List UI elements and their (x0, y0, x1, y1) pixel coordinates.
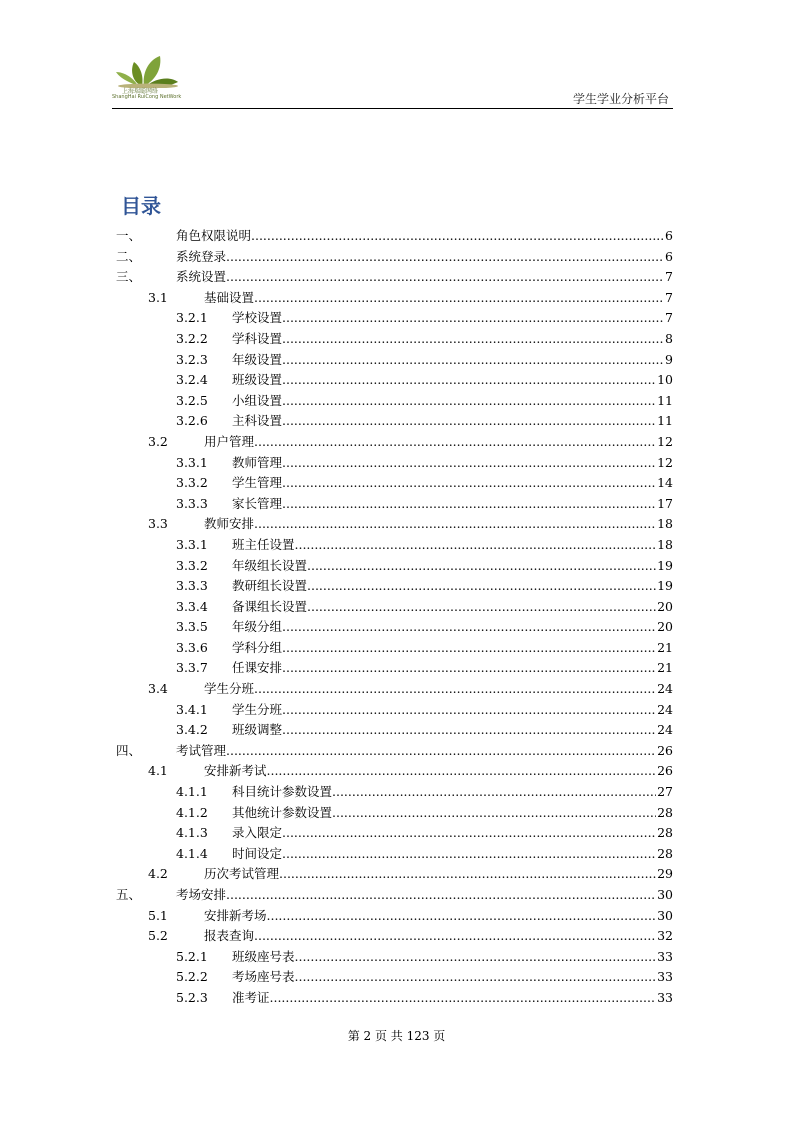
toc-entry-number: 3.3 (148, 516, 168, 532)
toc-entry-number: 3.2.4 (176, 372, 208, 388)
dot-leader (282, 329, 664, 350)
dot-leader (332, 803, 656, 824)
toc-entry-page: 20 (657, 619, 673, 635)
dot-leader (295, 535, 657, 556)
header-title: 学生学业分析平台 (572, 92, 669, 106)
toc-entry-page: 21 (657, 660, 673, 676)
toc-entry-title: 系统登录 (176, 248, 227, 264)
dot-leader (282, 638, 656, 659)
toc-entry-number: 4.1.4 (176, 845, 208, 861)
toc-entry-title: 班级座号表 (232, 948, 295, 964)
toc-entry-number: 4.1.2 (176, 804, 208, 820)
toc-entry[interactable] (116, 556, 673, 577)
toc-entry[interactable] (116, 988, 673, 1009)
toc-entry-number: 一、 (116, 228, 142, 243)
toc-entry-title: 系统设置 (176, 269, 227, 285)
toc-entry-number: 3.3.4 (176, 598, 208, 614)
dot-leader (254, 679, 656, 700)
toc-entry-title: 年级分组 (232, 619, 283, 635)
toc-entry-line (232, 638, 673, 659)
toc-entry[interactable] (116, 494, 673, 515)
toc-entry-title: 录入限定 (232, 825, 283, 841)
toc-entry-title: 科目统计参数设置 (232, 784, 333, 800)
dot-leader (254, 926, 656, 947)
toc-entry-number: 4.1.1 (176, 784, 208, 800)
toc-entry-number: 5.1 (148, 907, 168, 923)
toc-entry-page: 19 (657, 578, 673, 594)
dot-leader (282, 700, 656, 721)
toc-entry-page: 26 (657, 763, 673, 779)
toc-entry-line (232, 700, 673, 721)
dot-leader (282, 494, 656, 515)
toc-entry-page: 24 (657, 681, 673, 697)
toc-entry-page: 20 (657, 598, 673, 614)
toc-entry-title: 班级设置 (232, 372, 283, 388)
toc-entry-line (232, 556, 673, 577)
toc-entry[interactable] (116, 576, 673, 597)
toc-entry-page: 28 (657, 804, 673, 820)
toc-entry-title: 家长管理 (232, 495, 283, 511)
toc-heading: 目录 (121, 194, 161, 218)
toc-entry-page: 19 (657, 557, 673, 573)
toc-entry[interactable] (116, 247, 673, 268)
toc-entry-number: 五、 (116, 887, 142, 902)
toc-entry[interactable] (116, 597, 673, 618)
toc-entry-line (176, 226, 673, 247)
toc-entry-title: 教研组长设置 (232, 578, 308, 594)
toc-entry-page: 30 (657, 887, 673, 902)
dot-leader (226, 741, 656, 762)
toc-entry[interactable] (116, 720, 673, 741)
toc-entry-line (232, 370, 673, 391)
toc-entry-page: 18 (657, 516, 673, 532)
dot-leader (282, 308, 664, 329)
toc-entry[interactable] (116, 947, 673, 968)
toc-entry-number: 3.3.3 (176, 578, 208, 594)
dot-leader (282, 823, 656, 844)
toc-entry-line (232, 350, 673, 371)
dot-leader (282, 453, 656, 474)
toc-entry-number: 3.3.1 (176, 536, 208, 552)
toc-entry-title: 年级设置 (232, 351, 283, 367)
toc-entry[interactable] (116, 370, 673, 391)
toc-entry-number: 3.3.7 (176, 660, 208, 676)
toc-entry-number: 四、 (116, 742, 142, 758)
toc-entry-number: 3.2.3 (176, 351, 208, 367)
toc-entry-number: 4.1.3 (176, 825, 208, 841)
toc-entry-line (232, 988, 673, 1009)
toc-entry-title: 学生管理 (232, 475, 283, 491)
toc-entry-number: 5.2.2 (176, 969, 208, 985)
toc-entry[interactable] (116, 411, 673, 432)
toc-entry-line (232, 535, 673, 556)
toc-entry-page: 33 (657, 948, 673, 964)
toc-entry-page: 33 (657, 989, 673, 1005)
dot-leader (282, 391, 656, 412)
toc-entry-line (204, 288, 673, 309)
toc-entry-number: 三、 (116, 269, 142, 285)
toc-entry-number: 3.4 (148, 681, 168, 697)
toc-entry[interactable] (116, 638, 673, 659)
toc-entry-line (232, 329, 673, 350)
toc-entry[interactable] (116, 885, 673, 906)
toc-entry-title: 学生分班 (232, 701, 283, 717)
toc-entry-line (232, 658, 673, 679)
toc-entry-title: 安排新考试 (204, 763, 267, 779)
toc-entry-page: 7 (665, 269, 673, 285)
toc-entry-title: 基础设置 (204, 289, 255, 305)
toc-entry[interactable] (116, 288, 673, 309)
toc-entry-title: 其他统计参数设置 (232, 804, 333, 820)
page-header (112, 52, 673, 110)
toc-entry-number: 3.4.1 (176, 701, 208, 717)
toc-entry-number: 3.2.5 (176, 392, 208, 408)
dot-leader (279, 864, 656, 885)
dot-leader (282, 844, 656, 865)
toc-entry[interactable] (116, 329, 673, 350)
toc-entry[interactable] (116, 432, 673, 453)
toc-entry-title: 考场座号表 (232, 969, 295, 985)
leaf-logo-icon (112, 52, 212, 88)
toc-entry-line (232, 473, 673, 494)
dot-leader (254, 514, 656, 535)
page-footer: 第 2 页 共 123 页 (347, 1029, 446, 1043)
logo-text-cn: 上海瑞聪网络 (122, 88, 159, 95)
toc-entry-page: 33 (657, 969, 673, 985)
toc-entry-number: 3.3.1 (176, 454, 208, 470)
toc-entry-line (176, 885, 673, 906)
toc-entry-title: 学校设置 (232, 310, 283, 326)
toc-entry-title: 班主任设置 (232, 536, 295, 552)
toc-entry-title: 角色权限说明 (176, 228, 252, 243)
toc-entry-page: 18 (657, 536, 673, 552)
toc-entry-number: 3.4.2 (176, 722, 208, 738)
toc-entry-number: 5.2 (148, 928, 168, 944)
toc-entry-number: 3.3.5 (176, 619, 208, 635)
toc-entry[interactable] (116, 761, 673, 782)
dot-leader (267, 761, 657, 782)
toc-entry[interactable] (116, 391, 673, 412)
toc-entry-line (232, 782, 673, 803)
toc-entry-number: 5.2.1 (176, 948, 208, 964)
toc-entry-page: 7 (665, 310, 673, 326)
toc-entry-line (232, 597, 673, 618)
toc-entry-number: 3.3.2 (176, 557, 208, 573)
toc-entry-page: 8 (665, 330, 673, 346)
toc-entry[interactable] (116, 864, 673, 885)
table-of-contents (116, 226, 673, 1009)
dot-leader (267, 906, 657, 927)
toc-entry-page: 6 (665, 248, 673, 264)
toc-entry-title: 班级调整 (232, 722, 283, 738)
toc-entry-title: 教师安排 (204, 516, 255, 532)
toc-entry-page: 24 (657, 722, 673, 738)
toc-entry-title: 学科分组 (232, 639, 283, 655)
toc-entry-line (176, 741, 673, 762)
toc-entry-number: 4.1 (148, 763, 168, 779)
toc-entry-line (232, 803, 673, 824)
toc-entry-page: 12 (657, 454, 673, 470)
toc-entry-line (232, 308, 673, 329)
toc-entry-page: 21 (657, 639, 673, 655)
toc-entry-line (176, 267, 673, 288)
toc-entry-line (232, 617, 673, 638)
dot-leader (295, 947, 657, 968)
toc-entry-title: 学科设置 (232, 330, 283, 346)
toc-entry-title: 年级组长设置 (232, 557, 308, 573)
logo-text-en: ShangHai RuiCong NetWork (112, 94, 182, 100)
toc-entry[interactable] (116, 967, 673, 988)
toc-entry-line (232, 720, 673, 741)
dot-leader (332, 782, 656, 803)
toc-entry-title: 报表查询 (204, 928, 255, 944)
toc-entry-page: 28 (657, 825, 673, 841)
toc-entry-title: 小组设置 (232, 392, 283, 408)
toc-entry[interactable] (116, 658, 673, 679)
toc-entry-line (176, 247, 673, 268)
toc-entry-number: 5.2.3 (176, 989, 208, 1005)
toc-entry-line (232, 453, 673, 474)
toc-entry-page: 11 (657, 392, 673, 408)
dot-leader (307, 597, 656, 618)
toc-entry[interactable] (116, 226, 673, 247)
dot-leader (226, 885, 656, 906)
toc-entry-page: 24 (657, 701, 673, 717)
toc-entry-title: 历次考试管理 (204, 866, 280, 882)
dot-leader (282, 370, 656, 391)
company-logo (112, 52, 212, 108)
toc-entry-page: 10 (657, 372, 673, 388)
toc-entry[interactable] (116, 679, 673, 700)
toc-entry-title: 用户管理 (204, 433, 255, 449)
dot-leader (307, 556, 656, 577)
toc-entry[interactable] (116, 741, 673, 762)
toc-entry-page: 28 (657, 845, 673, 861)
toc-entry-title: 准考证 (232, 989, 270, 1005)
dot-leader (295, 967, 657, 988)
toc-entry[interactable] (116, 617, 673, 638)
dot-leader (226, 247, 664, 268)
toc-entry-number: 3.3.2 (176, 475, 208, 491)
toc-entry-number: 3.2.6 (176, 413, 208, 429)
toc-entry[interactable] (116, 844, 673, 865)
toc-entry[interactable] (116, 803, 673, 824)
toc-entry-line (232, 823, 673, 844)
dot-leader (254, 288, 664, 309)
toc-entry-title: 学生分班 (204, 681, 255, 697)
toc-entry-number: 3.2 (148, 433, 168, 449)
header-divider (112, 108, 673, 109)
toc-entry-page: 30 (657, 907, 673, 923)
toc-entry-page: 29 (657, 866, 673, 882)
toc-entry-line (204, 432, 673, 453)
toc-entry[interactable] (116, 514, 673, 535)
dot-leader (282, 473, 656, 494)
toc-entry-number: 3.2.2 (176, 330, 208, 346)
toc-entry-page: 27 (657, 784, 673, 800)
toc-entry-line (232, 494, 673, 515)
toc-entry-line (232, 411, 673, 432)
toc-entry-line (204, 864, 673, 885)
toc-entry-title: 教师管理 (232, 454, 283, 470)
toc-entry-line (204, 761, 673, 782)
toc-entry-page: 26 (657, 742, 673, 758)
toc-entry-page: 14 (657, 475, 673, 491)
dot-leader (270, 988, 657, 1009)
toc-entry-page: 11 (657, 413, 673, 429)
toc-entry-line (204, 514, 673, 535)
toc-entry[interactable] (116, 926, 673, 947)
toc-entry-page: 17 (657, 495, 673, 511)
toc-entry-number: 3.1 (148, 289, 168, 305)
toc-entry-title: 考场安排 (176, 887, 227, 902)
toc-entry-number: 3.3.3 (176, 495, 208, 511)
toc-entry[interactable] (116, 782, 673, 803)
dot-leader (226, 267, 664, 288)
toc-entry[interactable] (116, 453, 673, 474)
toc-entry[interactable] (116, 350, 673, 371)
toc-entry[interactable] (116, 700, 673, 721)
toc-entry-line (204, 679, 673, 700)
toc-entry-page: 32 (657, 928, 673, 944)
toc-entry-line (204, 906, 673, 927)
dot-leader (254, 432, 656, 453)
dot-leader (307, 576, 656, 597)
toc-entry-title: 主科设置 (232, 413, 283, 429)
toc-entry[interactable] (116, 823, 673, 844)
toc-entry[interactable] (116, 906, 673, 927)
toc-entry-title: 安排新考场 (204, 907, 267, 923)
toc-entry-line (204, 926, 673, 947)
toc-entry-title: 时间设定 (232, 845, 283, 861)
toc-entry-number: 3.2.1 (176, 310, 208, 326)
dot-leader (282, 411, 656, 432)
toc-entry-line (232, 391, 673, 412)
toc-entry-line (232, 576, 673, 597)
dot-leader (282, 720, 656, 741)
dot-leader (251, 226, 664, 247)
toc-entry[interactable] (116, 535, 673, 556)
dot-leader (282, 658, 656, 679)
toc-entry-line (232, 844, 673, 865)
toc-entry-page: 12 (657, 433, 673, 449)
toc-entry-page: 7 (665, 289, 673, 305)
toc-entry[interactable] (116, 308, 673, 329)
toc-entry[interactable] (116, 267, 673, 288)
toc-entry-number: 3.3.6 (176, 639, 208, 655)
toc-entry-page: 6 (665, 228, 673, 243)
toc-entry-line (232, 967, 673, 988)
toc-entry[interactable] (116, 473, 673, 494)
dot-leader (282, 617, 656, 638)
toc-entry-title: 任课安排 (232, 660, 283, 676)
toc-entry-page: 9 (665, 351, 673, 367)
toc-entry-number: 二、 (116, 248, 142, 264)
toc-entry-title: 考试管理 (176, 742, 227, 758)
toc-entry-line (232, 947, 673, 968)
toc-entry-number: 4.2 (148, 866, 168, 882)
dot-leader (282, 350, 664, 371)
toc-entry-title: 备课组长设置 (232, 598, 308, 614)
